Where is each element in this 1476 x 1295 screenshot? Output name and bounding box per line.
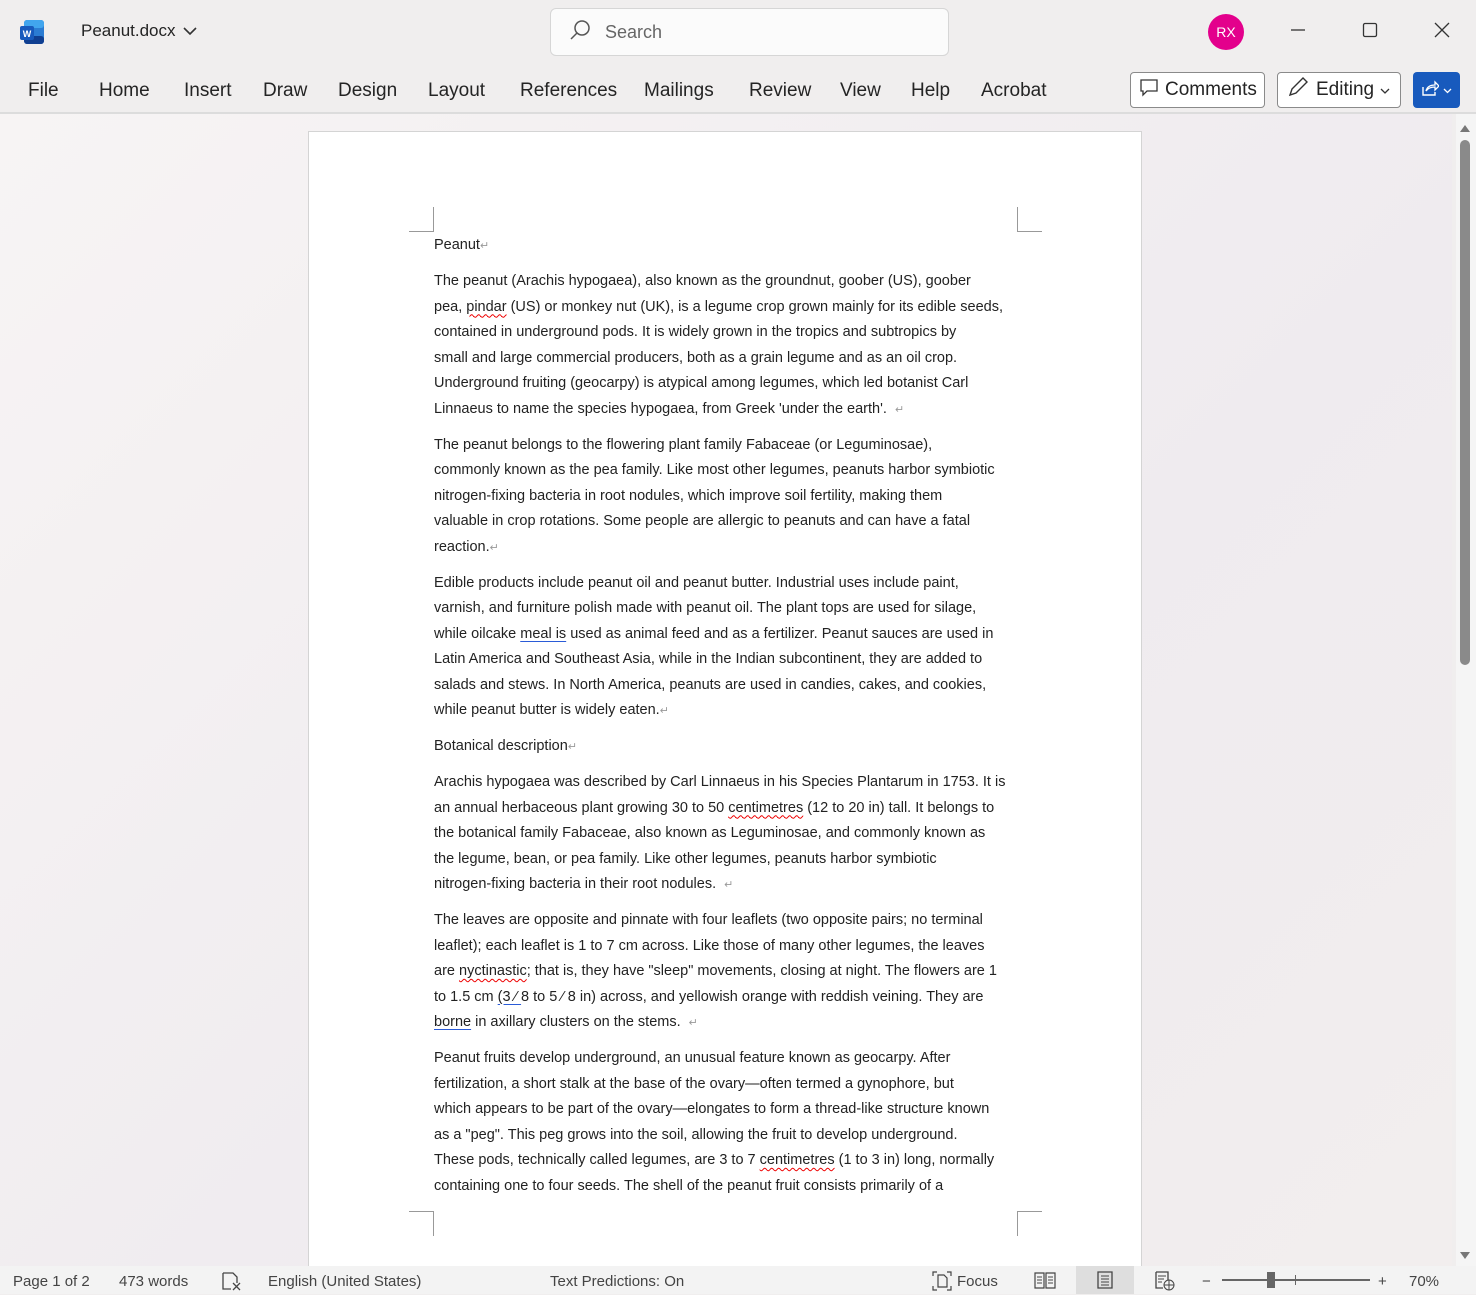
- text-line: [434, 433, 1034, 459]
- zoom-slider-center-tick: [1295, 1275, 1296, 1285]
- document-page[interactable]: [308, 131, 1142, 1271]
- spelling-error[interactable]: centimetres: [759, 1152, 835, 1168]
- zoom-level[interactable]: 70%: [1409, 1273, 1440, 1290]
- text-run: Botanical description: [434, 738, 568, 754]
- document-name: Peanut.docx: [81, 21, 176, 40]
- document-name-dropdown[interactable]: [81, 21, 198, 41]
- comments-button[interactable]: [1130, 72, 1265, 108]
- text-run: pea,: [434, 298, 467, 315]
- text-run: Peanut fruits develop underground, an unusual feature known as geocarpy. After: [434, 1050, 951, 1066]
- text-line: [434, 847, 1034, 873]
- editing-label: Editing: [1316, 79, 1375, 100]
- title-bar: [0, 0, 1476, 66]
- zoom-slider[interactable]: [1222, 1279, 1370, 1281]
- text-run: are: [434, 963, 459, 979]
- tab-acrobat[interactable]: Acrobat: [981, 80, 1047, 101]
- text-line: [434, 371, 1034, 397]
- paragraph[interactable]: [434, 433, 1034, 561]
- text-line: [434, 1072, 1034, 1098]
- maximize-button[interactable]: [1350, 16, 1390, 48]
- crop-mark: [409, 1211, 434, 1236]
- paragraph-mark: ↵: [479, 240, 490, 252]
- text-line: [434, 959, 1034, 985]
- text-run: containing one to four seeds. The shell of the peanut fruit consists primarily of a: [434, 1177, 944, 1194]
- text-run: in axillary clusters on the stems.: [471, 1014, 689, 1030]
- text-line: [434, 269, 1034, 295]
- minimize-button[interactable]: [1278, 16, 1318, 48]
- comment-icon: [1139, 77, 1159, 103]
- text-line: [434, 1123, 1034, 1149]
- text-run: which appears to be part of the ovary—elongates to form a thread-like structure known: [434, 1101, 990, 1117]
- text-run: Edible products include peanut oil and peanut butter. Industrial uses include paint,: [434, 574, 959, 591]
- scroll-down-icon[interactable]: [1459, 1248, 1471, 1266]
- text-run: to 1.5 cm: [434, 988, 498, 1005]
- text-run: 8 to 5 ⁄ 8 in) across, and yellowish orange with reddish veining. They are: [521, 988, 984, 1005]
- text-run: salads and stews. In North America, peanuts are used in candies, cakes, and cookies,: [434, 676, 987, 693]
- text-line: [434, 535, 1034, 561]
- text-run: as a "peg". This peg grows into the soil, allowing the fruit to develop underground.: [434, 1126, 958, 1143]
- close-button[interactable]: [1422, 16, 1462, 48]
- text-run: commonly known as the pea family. Like most other legumes, peanuts harbor symbiotic: [434, 462, 995, 478]
- text-run: valuable in crop rotations. Some people are allergic to peanuts and can have a fatal: [434, 513, 971, 529]
- search-placeholder: Search: [605, 21, 663, 42]
- text-run: (12 to 20 in) tall. It belongs to: [803, 799, 995, 816]
- text-line: [434, 509, 1034, 535]
- text-run: Peanut: [434, 237, 480, 253]
- text-line: [434, 872, 1034, 898]
- editing-mode-button[interactable]: [1277, 72, 1401, 108]
- text-line: [434, 1046, 1034, 1072]
- text-line: [434, 734, 1034, 760]
- text-line: [434, 596, 1034, 622]
- text-line: [434, 934, 1034, 960]
- tab-mailings[interactable]: Mailings: [644, 80, 714, 101]
- zoom-out-button[interactable]: −: [1202, 1273, 1211, 1290]
- document-body[interactable]: [434, 233, 1034, 1210]
- zoom-slider-thumb[interactable]: [1267, 1272, 1275, 1288]
- tab-insert[interactable]: Insert: [184, 80, 232, 101]
- spelling-error[interactable]: nyctinastic: [459, 963, 527, 979]
- zoom-in-button[interactable]: +: [1378, 1273, 1387, 1290]
- text-line: [434, 698, 1034, 724]
- text-line: [434, 821, 1034, 847]
- crop-mark: [1017, 207, 1042, 232]
- spelling-error[interactable]: centimetres: [728, 799, 804, 816]
- heading-paragraph[interactable]: [434, 233, 1034, 259]
- text-line: [434, 571, 1034, 597]
- paragraph-mark: ↵: [894, 403, 905, 416]
- text-run: while oilcake: [434, 625, 521, 642]
- text-run: Linnaeus to name the species hypogaea, from Greek 'under the earth'.: [434, 400, 895, 417]
- tab-view[interactable]: View: [840, 80, 881, 101]
- text-run: Latin America and Southeast Asia, while in the Indian subcontinent, they are added to: [434, 651, 983, 667]
- status-bar: [0, 1266, 1476, 1294]
- focus-icon: [932, 1271, 952, 1291]
- text-line: [434, 1097, 1034, 1123]
- text-line: [434, 673, 1034, 699]
- paragraph[interactable]: [434, 908, 1034, 1036]
- text-run: These pods, technically called legumes, are 3 to 7: [434, 1152, 760, 1168]
- text-line: [434, 458, 1034, 484]
- focus-label: Focus: [957, 1273, 998, 1290]
- text-line: [434, 770, 1034, 796]
- grammar-suggestion[interactable]: borne: [434, 1014, 472, 1030]
- text-run: (US) or monkey nut (UK), is a legume crop grown mainly for its edible seeds,: [506, 298, 1003, 315]
- text-line: [434, 796, 1034, 822]
- text-line: [434, 1174, 1034, 1200]
- tab-file[interactable]: File: [28, 80, 59, 101]
- svg-text:W: W: [22, 29, 32, 39]
- text-run: contained in underground pods. It is widely grown in the tropics and subtropics by: [434, 324, 957, 340]
- page-count[interactable]: Page 1 of 2: [13, 1273, 90, 1290]
- text-run: used as animal feed and as a fertilizer. Peanut sauces are used in: [566, 625, 994, 642]
- text-predictions[interactable]: Text Predictions: On: [550, 1273, 685, 1290]
- print-layout-icon: [1096, 1271, 1114, 1289]
- paragraph-mark: ↵: [567, 741, 578, 753]
- text-line: [434, 985, 1034, 1011]
- text-line: [434, 908, 1034, 934]
- text-run: The peanut (Arachis hypogaea), also known as the groundnut, goober (US), goober: [434, 273, 971, 289]
- maximize-icon: [1362, 22, 1378, 43]
- text-line: [434, 622, 1034, 648]
- text-run: The peanut belongs to the flowering plant family Fabaceae (or Leguminosae),: [434, 436, 933, 453]
- crop-mark: [1017, 1211, 1042, 1236]
- text-run: The leaves are opposite and pinnate with four leaflets (two opposite pairs; no terminal: [434, 912, 983, 928]
- paragraph-mark: ↵: [489, 541, 499, 554]
- scroll-up-icon[interactable]: [1459, 120, 1471, 138]
- text-run: Arachis hypogaea was described by Carl Linnaeus in his Species Plantarum in 1753. It is: [434, 774, 1006, 790]
- avatar[interactable]: RX: [1208, 14, 1244, 50]
- grammar-suggestion[interactable]: (3 ⁄: [497, 988, 522, 1005]
- share-button[interactable]: [1413, 72, 1460, 108]
- text-run: while peanut butter is widely eaten.: [434, 702, 660, 718]
- pencil-icon: [1286, 75, 1310, 105]
- text-line: [434, 1148, 1034, 1174]
- word-logo-icon: [20, 20, 44, 44]
- heading-paragraph[interactable]: [434, 734, 1034, 760]
- close-icon: [1434, 22, 1450, 43]
- web-layout-icon[interactable]: [1154, 1271, 1176, 1295]
- text-run: fertilization, a short stalk at the base of the ovary—often termed a gynophore, but: [434, 1075, 954, 1092]
- spelling-error[interactable]: pindar: [466, 298, 507, 315]
- text-line: [434, 484, 1034, 510]
- paragraph[interactable]: [434, 269, 1034, 422]
- proofing-icon[interactable]: [221, 1271, 243, 1295]
- scrollbar-thumb[interactable]: [1460, 140, 1470, 665]
- text-run: an annual herbaceous plant growing 30 to 50: [434, 799, 729, 816]
- text-run: varnish, and furniture polish made with peanut oil. The plant tops are used for silage,: [434, 600, 977, 616]
- text-line: [434, 346, 1034, 372]
- text-line: [434, 233, 1034, 259]
- grammar-suggestion[interactable]: meal is: [520, 625, 567, 642]
- chevron-down-icon: [1443, 81, 1452, 99]
- text-run: reaction.: [434, 538, 490, 555]
- text-run: the botanical family Fabaceae, also known as Leguminosae, and commonly known as: [434, 825, 986, 841]
- paragraph[interactable]: [434, 1046, 1034, 1199]
- text-line: [434, 320, 1034, 346]
- text-line: [434, 647, 1034, 673]
- comments-label: Comments: [1165, 79, 1257, 100]
- tab-home[interactable]: Home: [99, 80, 150, 101]
- tab-help[interactable]: Help: [911, 80, 951, 101]
- text-line: [434, 1010, 1034, 1036]
- text-run: nitrogen-fixing bacteria in root nodules, which improve soil fertility, making them: [434, 487, 943, 504]
- tab-draw[interactable]: Draw: [263, 80, 308, 101]
- text-run: leaflet); each leaflet is 1 to 7 cm across. Like those of many other legumes, the leaves: [434, 937, 985, 954]
- text-line: [434, 397, 1034, 423]
- text-run: Underground fruiting (geocarpy) is atypical among legumes, which led botanist Carl: [434, 375, 969, 391]
- text-run: ; that is, they have "sleep" movements, closing at night. The flowers are 1: [526, 963, 997, 979]
- tab-review[interactable]: Review: [749, 80, 812, 101]
- search-box[interactable]: [550, 8, 949, 56]
- language[interactable]: English (United States): [268, 1273, 422, 1290]
- minimize-icon: [1290, 22, 1306, 43]
- tab-layout[interactable]: Layout: [428, 80, 486, 101]
- tab-design[interactable]: Design: [338, 80, 398, 101]
- text-run: (1 to 3 in) long, normally: [834, 1152, 995, 1168]
- crop-mark: [409, 207, 434, 232]
- read-mode-icon[interactable]: [1034, 1271, 1056, 1293]
- focus-button[interactable]: [932, 1271, 998, 1291]
- word-count[interactable]: 473 words: [119, 1273, 189, 1290]
- print-layout-button[interactable]: [1076, 1266, 1134, 1294]
- text-line: [434, 295, 1034, 321]
- chevron-down-icon: [182, 21, 198, 41]
- paragraph-mark: ↵: [659, 705, 669, 717]
- paragraph-mark: ↵: [688, 1017, 698, 1029]
- text-run: nitrogen-fixing bacteria in their root nodules.: [434, 876, 725, 892]
- paragraph[interactable]: [434, 770, 1034, 898]
- search-icon: [569, 19, 591, 46]
- share-icon: [1421, 79, 1439, 102]
- tab-references[interactable]: References: [520, 80, 618, 101]
- chevron-down-icon: [1380, 79, 1390, 101]
- paragraph-mark: ↵: [724, 879, 734, 891]
- text-run: small and large commercial producers, both as a grain legume and as an oil crop.: [434, 349, 958, 366]
- text-run: the legume, bean, or pea family. Like other legumes, peanuts harbor symbiotic: [434, 850, 937, 867]
- paragraph[interactable]: [434, 571, 1034, 724]
